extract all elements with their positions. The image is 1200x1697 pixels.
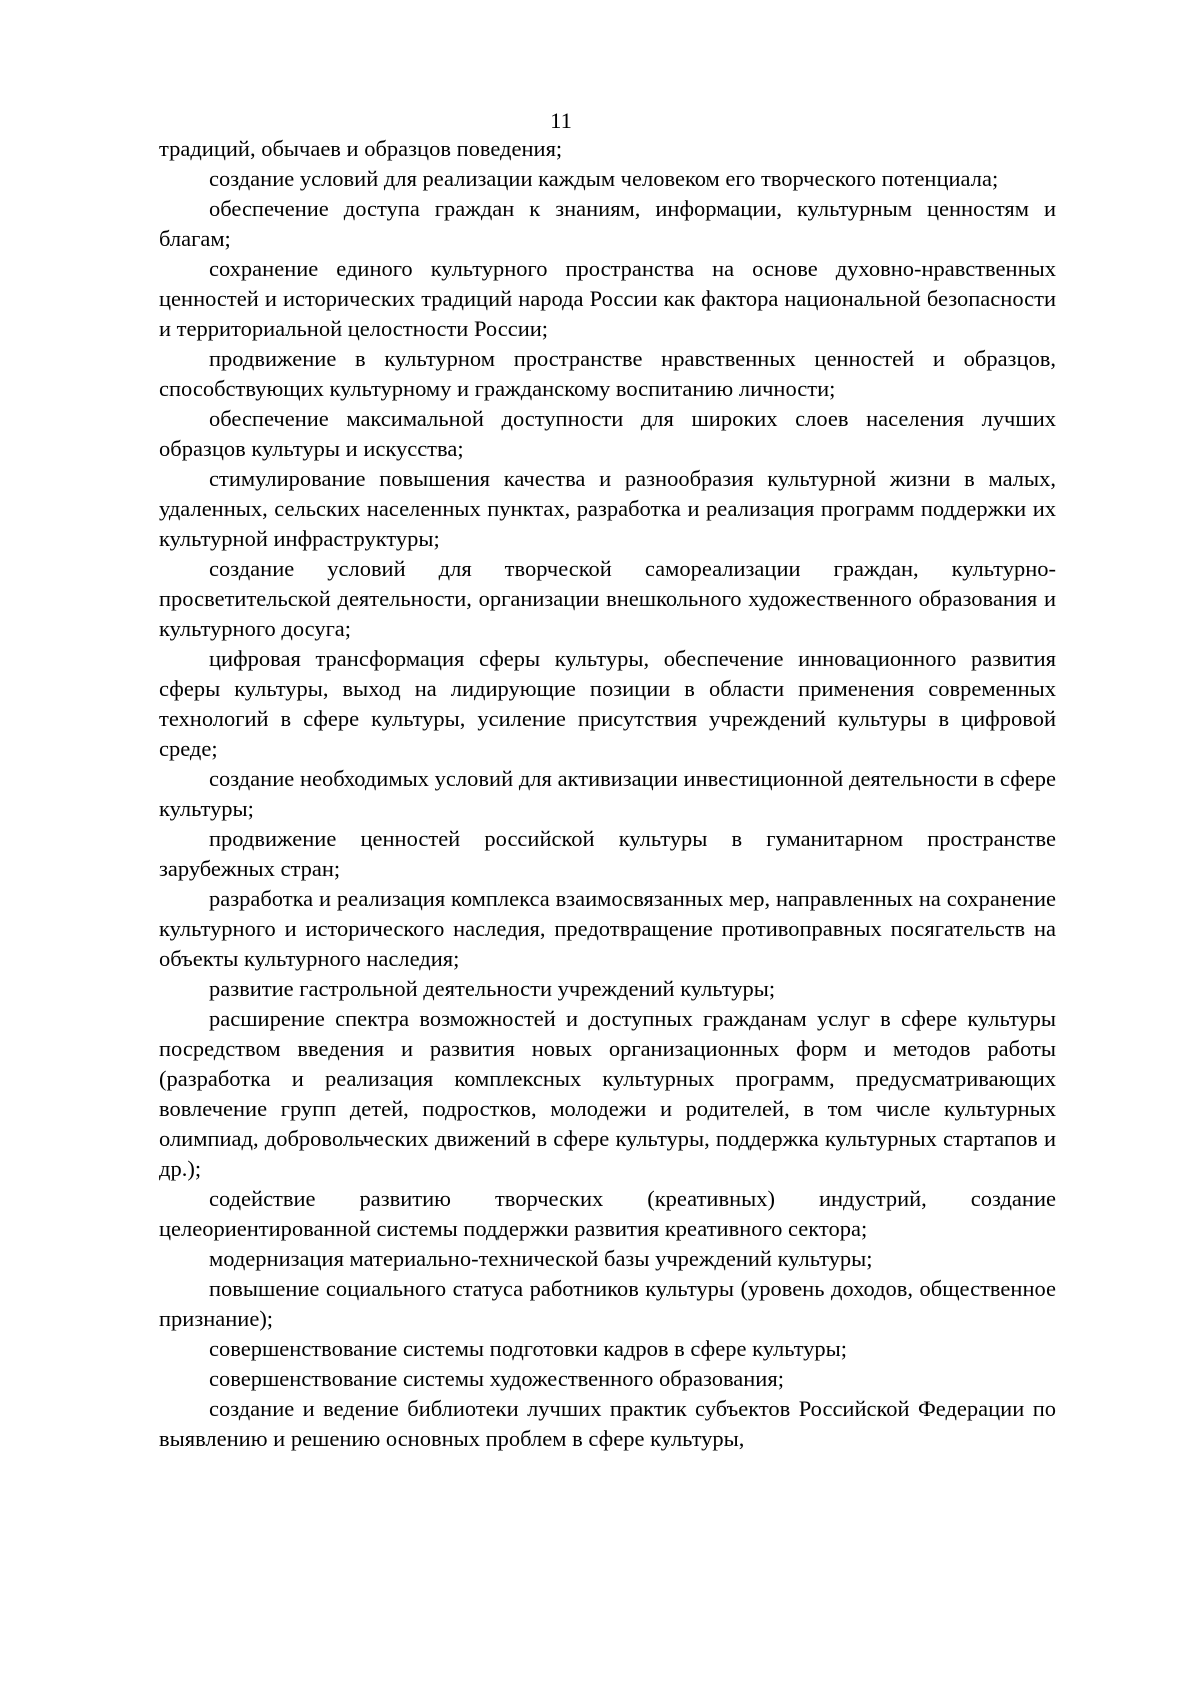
paragraph: модернизация материально-технической базы учреждений культуры; — [209, 1246, 873, 1271]
paragraph: разработка и реализация комплекса взаимосвязанных мер, направленных на сохранение культурного и исторического наследия, предотвращение противоправных посягательств на объекты культурного наследия; — [159, 886, 1056, 971]
paragraph: обеспечение доступа граждан к знаниям, информации, культурным ценностям и благам; — [159, 196, 1056, 251]
paragraph: продвижение в культурном пространстве нравственных ценностей и образцов, способствующих культурному и гражданскому воспитанию личности; — [159, 346, 1056, 401]
paragraph: развитие гастрольной деятельности учреждений культуры; — [209, 976, 776, 1001]
paragraph: создание и ведение библиотеки лучших практик субъектов Российской Федерации по выявлению и решению основных проблем в сфере культуры, — [159, 1396, 1056, 1451]
paragraph: создание условий для творческой самореализации граждан, культурно-просветительской деятельности, организации внешкольного художественного образования и культурного досуга; — [159, 556, 1056, 641]
page-number: 11 — [550, 108, 572, 133]
document-body — [159, 134, 1056, 1454]
paragraph: создание необходимых условий для активизации инвестиционной деятельности в сфере культуры; — [159, 766, 1056, 821]
paragraph: совершенствование системы художественного образования; — [209, 1366, 784, 1391]
paragraph: повышение социального статуса работников культуры (уровень доходов, общественное признание); — [159, 1276, 1056, 1331]
paragraph: расширение спектра возможностей и доступных гражданам услуг в сфере культуры посредством введения и развития новых организационных форм и методов работы (разработка и реализация комплексных культурных программ, предусматривающих вовлечение групп детей, подростков, молодежи и родителей, в том числе культурных олимпиад, добровольческих движений в сфере культуры, поддержка культурных стартапов и др.); — [159, 1006, 1056, 1181]
paragraph: сохранение единого культурного пространства на основе духовно-нравственных ценностей и исторических традиций народа России как фактора национальной безопасности и территориальной целостности России; — [159, 256, 1056, 341]
paragraph: продвижение ценностей российской культуры в гуманитарном пространстве зарубежных стран; — [159, 826, 1056, 881]
paragraph: содействие развитию творческих (креативных) индустрий, создание целеориентированной системы поддержки развития креативного сектора; — [159, 1186, 1056, 1241]
paragraph: стимулирование повышения качества и разнообразия культурной жизни в малых, удаленных, сельских населенных пунктах, разработка и реализация программ поддержки их культурной инфраструктуры; — [159, 466, 1056, 551]
paragraph-continuation: традиций, обычаев и образцов поведения; — [159, 136, 563, 161]
paragraph: совершенствование системы подготовки кадров в сфере культуры; — [209, 1336, 848, 1361]
paragraph: цифровая трансформация сферы культуры, обеспечение инновационного развития сферы культуры, выход на лидирующие позиции в области применения современных технологий в сфере культуры, усиление присутствия учреждений культуры в цифровой среде; — [159, 646, 1056, 761]
paragraph: создание условий для реализации каждым человеком его творческого потенциала; — [209, 166, 999, 191]
paragraph: обеспечение максимальной доступности для широких слоев населения лучших образцов культуры и искусства; — [159, 406, 1056, 461]
